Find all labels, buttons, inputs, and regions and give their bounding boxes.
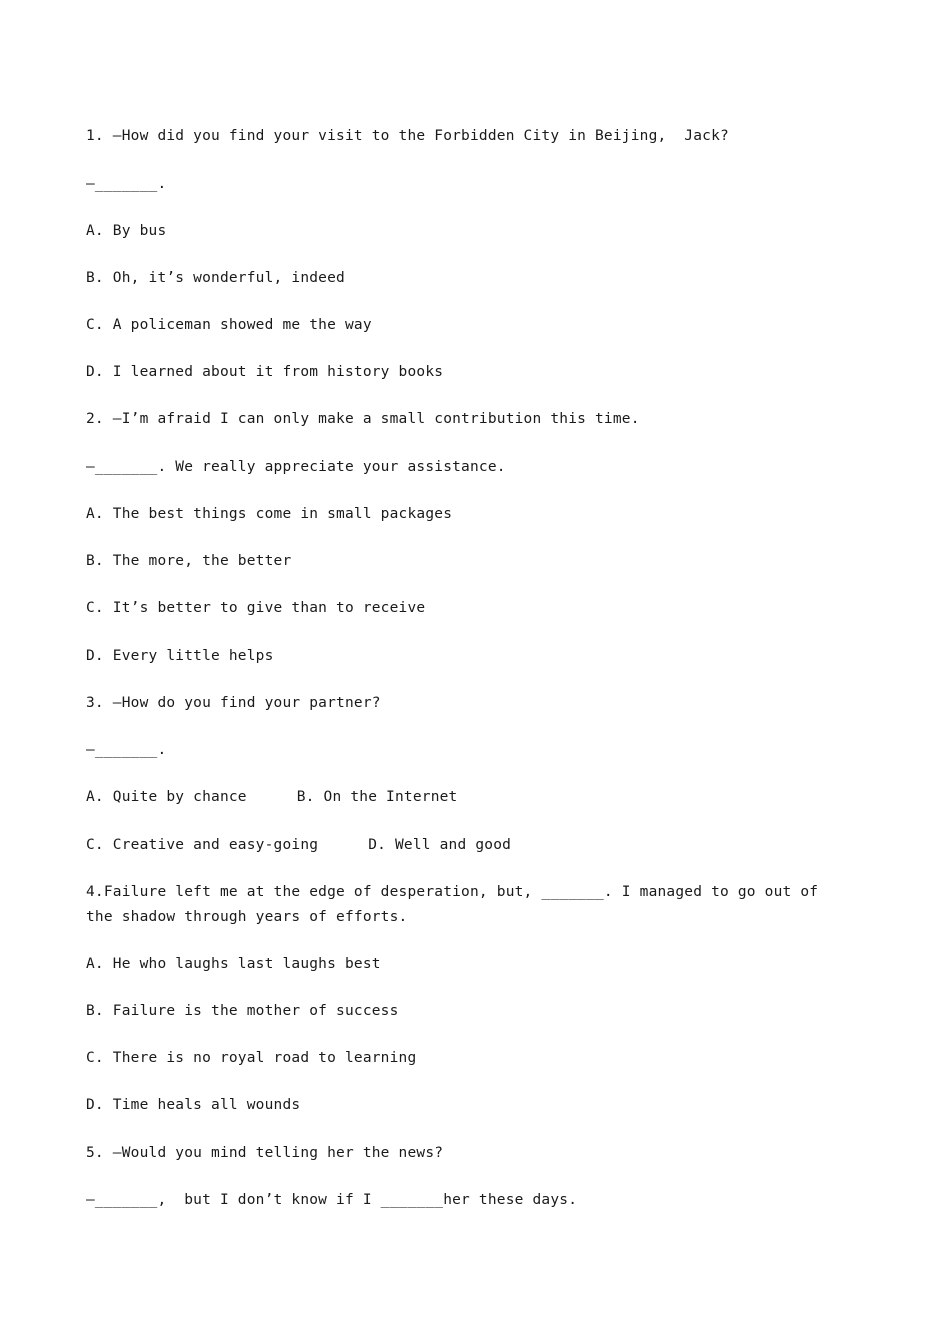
question-2-stem: 2. —I’m afraid I can only make a small contribution this time.	[86, 411, 640, 427]
question-2-response: —_______. We really appreciate your assistance.	[86, 459, 506, 475]
question-4-option-a: A. He who laughs last laughs best	[86, 956, 381, 972]
question-3-option-d: D. Well and good	[368, 837, 512, 853]
question-5-stem: 5. —Would you mind telling her the news?	[86, 1145, 444, 1161]
question-3-option-a: A. Quite by chance	[86, 789, 247, 805]
question-2-option-b: B. The more, the better	[86, 553, 292, 569]
question-4-option-b: B. Failure is the mother of success	[86, 1003, 399, 1019]
question-3-option-b: B. On the Internet	[296, 789, 458, 805]
question-1-response: —_______.	[86, 176, 167, 192]
question-1-option-d: D. I learned about it from history books	[86, 364, 444, 380]
question-4-option-d: D. Time heals all wounds	[86, 1097, 301, 1113]
question-3-option-c: C. Creative and easy-going	[86, 837, 319, 853]
question-3-options-row-1	[86, 785, 458, 810]
question-2-option-a: A. The best things come in small packages	[86, 506, 453, 522]
question-3-stem: 3. —How do you find your partner?	[86, 695, 381, 711]
question-1-option-b: B. Oh, it’s wonderful, indeed	[86, 270, 345, 286]
question-1-stem: 1. —How did you find your visit to the Forbidden City in Beijing, Jack?	[86, 128, 729, 144]
question-2-option-d: D. Every little helps	[86, 648, 274, 664]
question-3-options-row-2	[86, 833, 511, 858]
question-2-option-c: C. It’s better to give than to receive	[86, 600, 426, 616]
question-5-response: —_______, but I don’t know if I _______her these days.	[86, 1192, 578, 1208]
question-1-option-a: A. By bus	[86, 223, 167, 239]
question-3-response: —_______.	[86, 742, 167, 758]
question-4-stem: 4.Failure left me at the edge of desperation, but, _______. I managed to go out of the shadow through years of efforts.	[86, 884, 819, 925]
question-4-option-c: C. There is no royal road to learning	[86, 1050, 417, 1066]
question-1-option-c: C. A policeman showed me the way	[86, 317, 372, 333]
